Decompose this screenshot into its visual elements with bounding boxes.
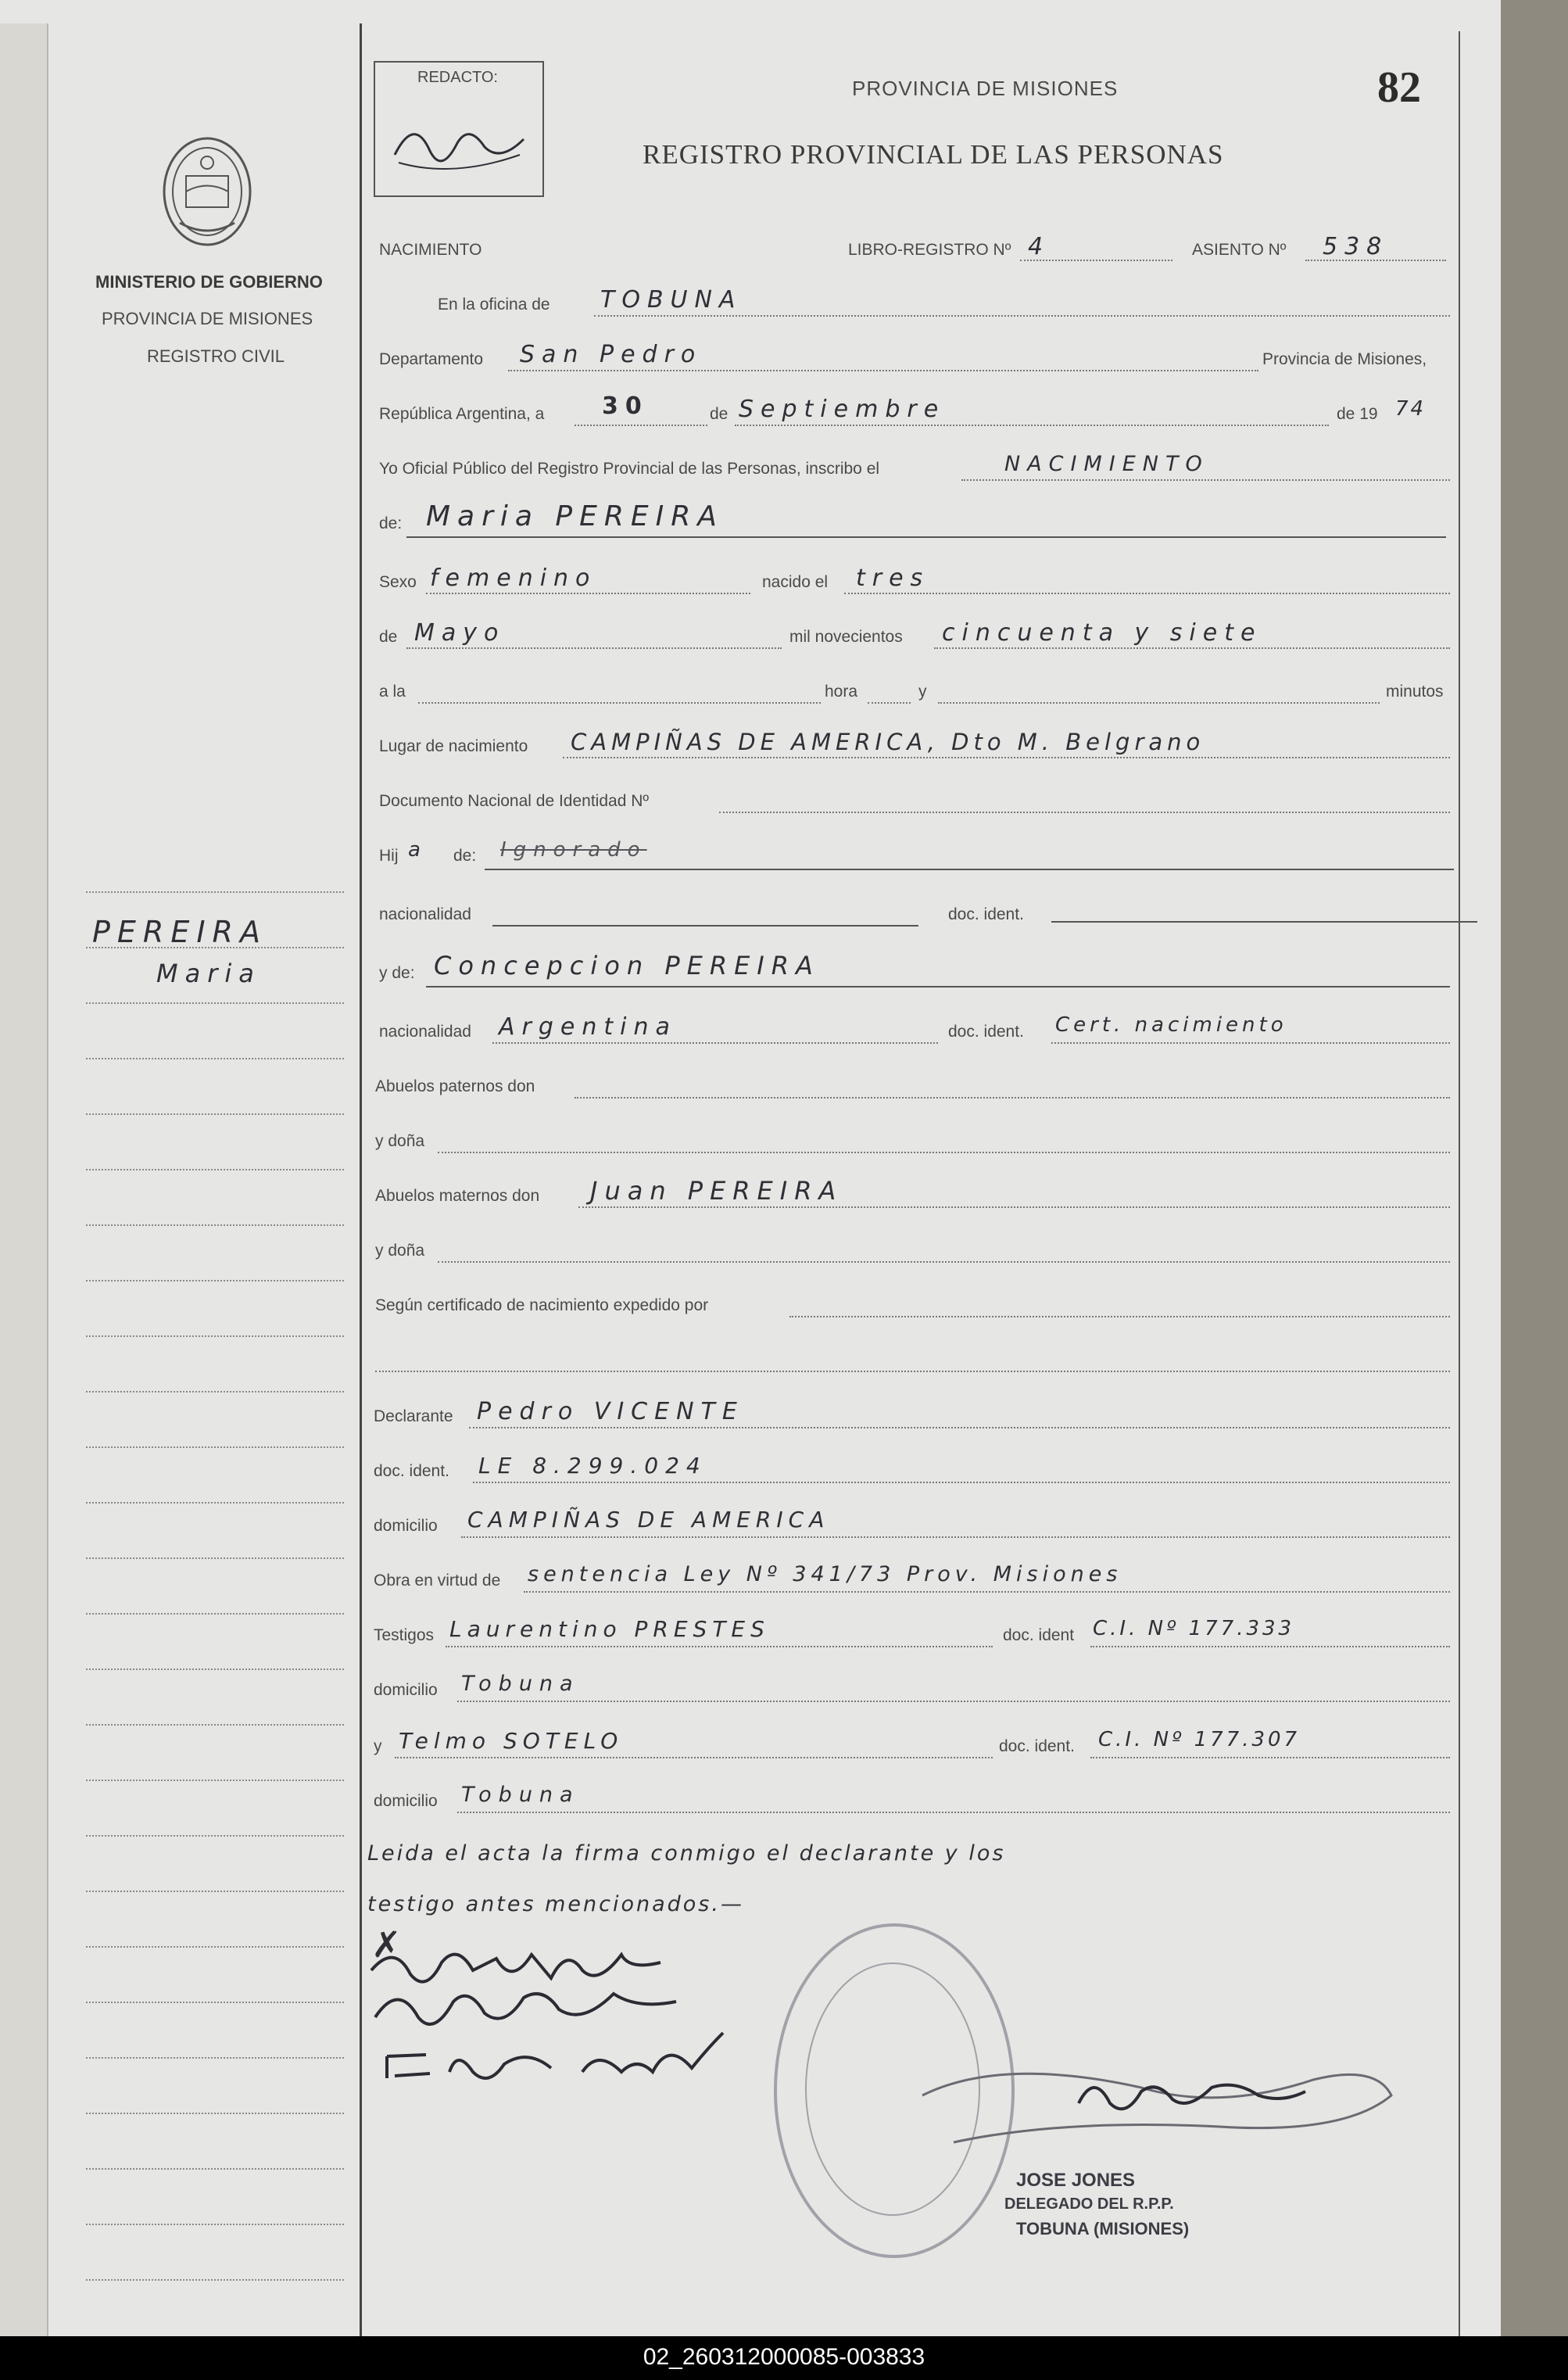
- maternal-dona-dots: [438, 1261, 1450, 1263]
- departamento-dots: [508, 370, 1258, 371]
- margin-ruled-line: [86, 1335, 344, 1337]
- a-la-dots: [418, 702, 821, 704]
- hora-label: hora: [825, 683, 858, 701]
- margin-ruled-line: [86, 1169, 344, 1170]
- mother-doc-value: Cert. nacimiento: [1055, 1013, 1287, 1037]
- abuelos-maternos-label: Abuelos maternos don: [375, 1187, 540, 1205]
- ministry-line2: PROVINCIA DE MISIONES: [102, 309, 313, 328]
- month-value: Septiembre: [739, 396, 946, 423]
- segun-label: Según certificado de nacimiento expedido por: [375, 1296, 709, 1314]
- margin-ruled-line: [86, 1669, 344, 1670]
- paternal-dona-dots: [438, 1152, 1450, 1153]
- closing-line2: testigo antes mencionados.—: [367, 1892, 744, 1916]
- oficina-dots: [594, 315, 1450, 317]
- margin-ruled-line: [86, 1502, 344, 1504]
- margin-ruled-line: [86, 2113, 344, 2114]
- margin-ruled-line: [86, 1002, 344, 1004]
- mother-doc-dots: [1051, 1042, 1450, 1044]
- testigos-label: Testigos: [374, 1626, 435, 1644]
- oficina-label: En la oficina de: [438, 296, 550, 314]
- y-label: y: [918, 683, 927, 701]
- declarante-dom-label: domicilio: [374, 1517, 438, 1535]
- folio-number: 82: [1377, 63, 1421, 112]
- testigo1-dom-dots: [457, 1701, 1450, 1702]
- binding-edge: [0, 23, 48, 2336]
- obra-label: Obra en virtud de: [374, 1572, 501, 1590]
- segun-dots: [789, 1316, 1450, 1317]
- coat-of-arms-emblem: [156, 133, 258, 250]
- father-doc-line: [1051, 921, 1477, 923]
- margin-ruled-line: [86, 1613, 344, 1615]
- mil-label: mil novecientos: [789, 628, 903, 646]
- mes-de-label: de: [379, 628, 398, 646]
- testigo1-dots: [446, 1646, 993, 1647]
- margin-ruled-line: [86, 2057, 344, 2059]
- testigo2-dom-label: domicilio: [374, 1792, 438, 1810]
- minutos-dots: [938, 702, 1380, 704]
- testigo1-dom-value: Tobuna: [461, 1672, 580, 1696]
- official-signature: [907, 2048, 1407, 2158]
- redacto-label: REDACTO:: [417, 69, 498, 86]
- segun-dots-2: [375, 1371, 1450, 1372]
- name-underline: [406, 536, 1446, 538]
- mother-doc-label: doc. ident.: [948, 1023, 1024, 1041]
- margin-ruled-line: [86, 1946, 344, 1948]
- left-vertical-rule: [360, 23, 362, 2336]
- testigo1-dom-label: domicilio: [374, 1681, 438, 1699]
- lugar-dots: [563, 757, 1450, 758]
- departamento-value: San Pedro: [520, 341, 703, 368]
- documento-label: Documento Nacional de Identidad Nº: [379, 792, 650, 810]
- testigo2-doc-label: doc. ident.: [999, 1737, 1075, 1755]
- right-vertical-rule: [1459, 31, 1460, 2336]
- redacto-box: [374, 61, 544, 197]
- day-value: 30: [602, 392, 649, 420]
- nacido-month-value: Mayo: [414, 619, 506, 647]
- name-de-label: de:: [379, 514, 403, 532]
- yo-oficial-label: Yo Oficial Público del Registro Provincial de las Personas, inscribo el: [379, 460, 880, 478]
- oficina-value: TOBUNA: [600, 286, 743, 314]
- libro-label: LIBRO-REGISTRO Nº: [848, 241, 1011, 259]
- margin-ruled-line: [86, 2002, 344, 2003]
- margin-ruled-line: [86, 1891, 344, 1892]
- witness-signatures: [363, 1939, 770, 2095]
- declarante-doc-value: LE 8.299.024: [478, 1453, 707, 1479]
- testigo1-value: Laurentino PRESTES: [449, 1616, 770, 1642]
- margin-ruled-line: [86, 1780, 344, 1781]
- year-label: de 19: [1337, 405, 1378, 423]
- margin-ruled-line: [86, 2279, 344, 2281]
- testigo2-dom-value: Tobuna: [461, 1783, 580, 1807]
- abuelos-paternos-dots: [575, 1097, 1450, 1099]
- mother-nacionalidad-value: Argentina: [499, 1013, 677, 1041]
- testigo2-doc-value: C.I. Nº 177.307: [1098, 1728, 1301, 1751]
- declarante-doc-label: doc. ident.: [374, 1462, 449, 1480]
- mother-value: Concepcion PEREIRA: [434, 951, 820, 980]
- declarante-value: Pedro VICENTE: [477, 1398, 744, 1425]
- maternal-dona-label: y doña: [375, 1242, 425, 1260]
- year-value: 74: [1395, 397, 1427, 421]
- libro-value: 4: [1028, 233, 1051, 260]
- declarante-dom-value: CAMPIÑAS DE AMERICA: [467, 1507, 830, 1532]
- sexo-label: Sexo: [379, 573, 417, 591]
- margin-ruled-line: [86, 891, 344, 893]
- margin-ruled-line: [86, 1280, 344, 1281]
- testigo1-doc-dots: [1090, 1646, 1450, 1647]
- testigo2-dom-dots: [457, 1812, 1450, 1813]
- testigo2-doc-dots: [1090, 1757, 1450, 1758]
- testigo1-doc-value: C.I. Nº 177.333: [1093, 1617, 1295, 1640]
- margin-ruled-line: [86, 1835, 344, 1837]
- margin-ruled-line: [86, 1113, 344, 1115]
- margin-signature-1: ✗: [371, 1923, 403, 1966]
- event-dots: [961, 479, 1450, 481]
- day-dots: [575, 425, 707, 426]
- father-doc-label: doc. ident.: [948, 905, 1024, 923]
- redacto-signature: [383, 100, 535, 186]
- margin-surname: PEREIRA: [92, 915, 267, 949]
- testigo1-doc-label: doc. ident: [1003, 1626, 1075, 1644]
- nacido-day-value: tres: [856, 565, 930, 592]
- margin-given-name: Maria: [156, 959, 261, 988]
- mother-underline: [426, 986, 1450, 987]
- margin-ruled-line: [86, 1446, 344, 1448]
- paternal-dona-label: y doña: [375, 1132, 425, 1150]
- registry-title: REGISTRO PROVINCIAL DE LAS PERSONAS: [643, 139, 1224, 170]
- minutos-label: minutos: [1386, 683, 1444, 701]
- stamp-name: JOSE JONES: [1016, 2170, 1136, 2191]
- father-nacionalidad-label: nacionalidad: [379, 905, 471, 923]
- closing-line1: Leida el acta la firma conmigo el declarante y los: [367, 1841, 1006, 1866]
- declarante-dots: [469, 1427, 1450, 1428]
- obra-value: sentencia Ley Nº 341/73 Prov. Misiones: [528, 1562, 1122, 1586]
- stamp-place: TOBUNA (MISIONES): [1016, 2219, 1190, 2238]
- testigo2-y-label: y: [374, 1737, 382, 1755]
- declarante-dom-dots: [461, 1536, 1450, 1538]
- nacido-year-value: cincuenta y siete: [942, 619, 1262, 647]
- departamento-label: Departamento: [379, 350, 484, 368]
- republica-label: República Argentina, a: [379, 405, 545, 423]
- margin-ruled-line: [86, 1557, 344, 1559]
- event-value: NACIMIENTO: [1004, 452, 1209, 476]
- father-nacionalidad-line: [492, 925, 918, 927]
- obra-dots: [524, 1591, 1450, 1593]
- nacido-dots: [844, 593, 1450, 594]
- province-heading: PROVINCIA DE MISIONES: [852, 77, 1119, 100]
- father-struck-value: Ignorado: [500, 838, 647, 862]
- abuelos-paternos-label: Abuelos paternos don: [375, 1077, 535, 1095]
- margin-ruled-line: [86, 2224, 344, 2225]
- declarante-label: Declarante: [374, 1407, 453, 1425]
- sexo-value: femenino: [430, 565, 597, 592]
- abuelo-materno-value: Juan PEREIRA: [590, 1176, 843, 1206]
- ministry-line1: MINISTERIO DE GOBIERNO: [95, 272, 323, 292]
- testigo2-value: Telmo SOTELO: [399, 1728, 624, 1754]
- asiento-label: ASIENTO Nº: [1192, 241, 1287, 259]
- declarante-doc-dots: [473, 1482, 1450, 1483]
- mother-label: y de:: [379, 964, 415, 982]
- documento-dots: [719, 812, 1450, 813]
- abuelos-maternos-dots: [578, 1206, 1450, 1208]
- hij-de-label: de:: [453, 847, 477, 865]
- sexo-dots: [426, 593, 750, 594]
- image-id-bar: [0, 2336, 1568, 2380]
- month-dots: [735, 425, 1329, 426]
- margin-ruled-line: [86, 1224, 344, 1226]
- margin-ruled-line: [86, 1058, 344, 1059]
- mother-nacionalidad-label: nacionalidad: [379, 1023, 471, 1041]
- nacimiento-label: NACIMIENTO: [379, 241, 482, 259]
- hij-label: Hij: [379, 847, 399, 865]
- provincia-label: Provincia de Misiones,: [1262, 350, 1427, 368]
- a-la-label: a la: [379, 683, 406, 701]
- nacido-label: nacido el: [762, 573, 829, 591]
- margin-ruled-line: [86, 947, 344, 948]
- stamp-title: DELEGADO DEL R.P.P.: [1004, 2195, 1174, 2213]
- ministry-line3: REGISTRO CIVIL: [147, 346, 285, 366]
- asiento-value: 538: [1323, 233, 1389, 260]
- margin-ruled-line: [86, 1724, 344, 1726]
- father-underline: [485, 869, 1454, 870]
- name-value: Maria PEREIRA: [426, 500, 724, 532]
- image-id-text: 02_260312000085-003833: [643, 2344, 925, 2370]
- hij-suffix: a: [408, 838, 428, 862]
- margin-ruled-line: [86, 2168, 344, 2170]
- lugar-value: CAMPIÑAS DE AMERICA, Dto M. Belgrano: [571, 729, 1205, 755]
- margin-ruled-line: [86, 1391, 344, 1393]
- lugar-label: Lugar de nacimiento: [379, 737, 528, 755]
- testigo2-dots: [395, 1757, 993, 1758]
- mother-nacionalidad-dots: [492, 1042, 938, 1044]
- hora-dots: [868, 702, 911, 704]
- mes-dots: [406, 647, 782, 649]
- anio-dots: [934, 647, 1450, 649]
- month-de-label: de: [710, 405, 729, 423]
